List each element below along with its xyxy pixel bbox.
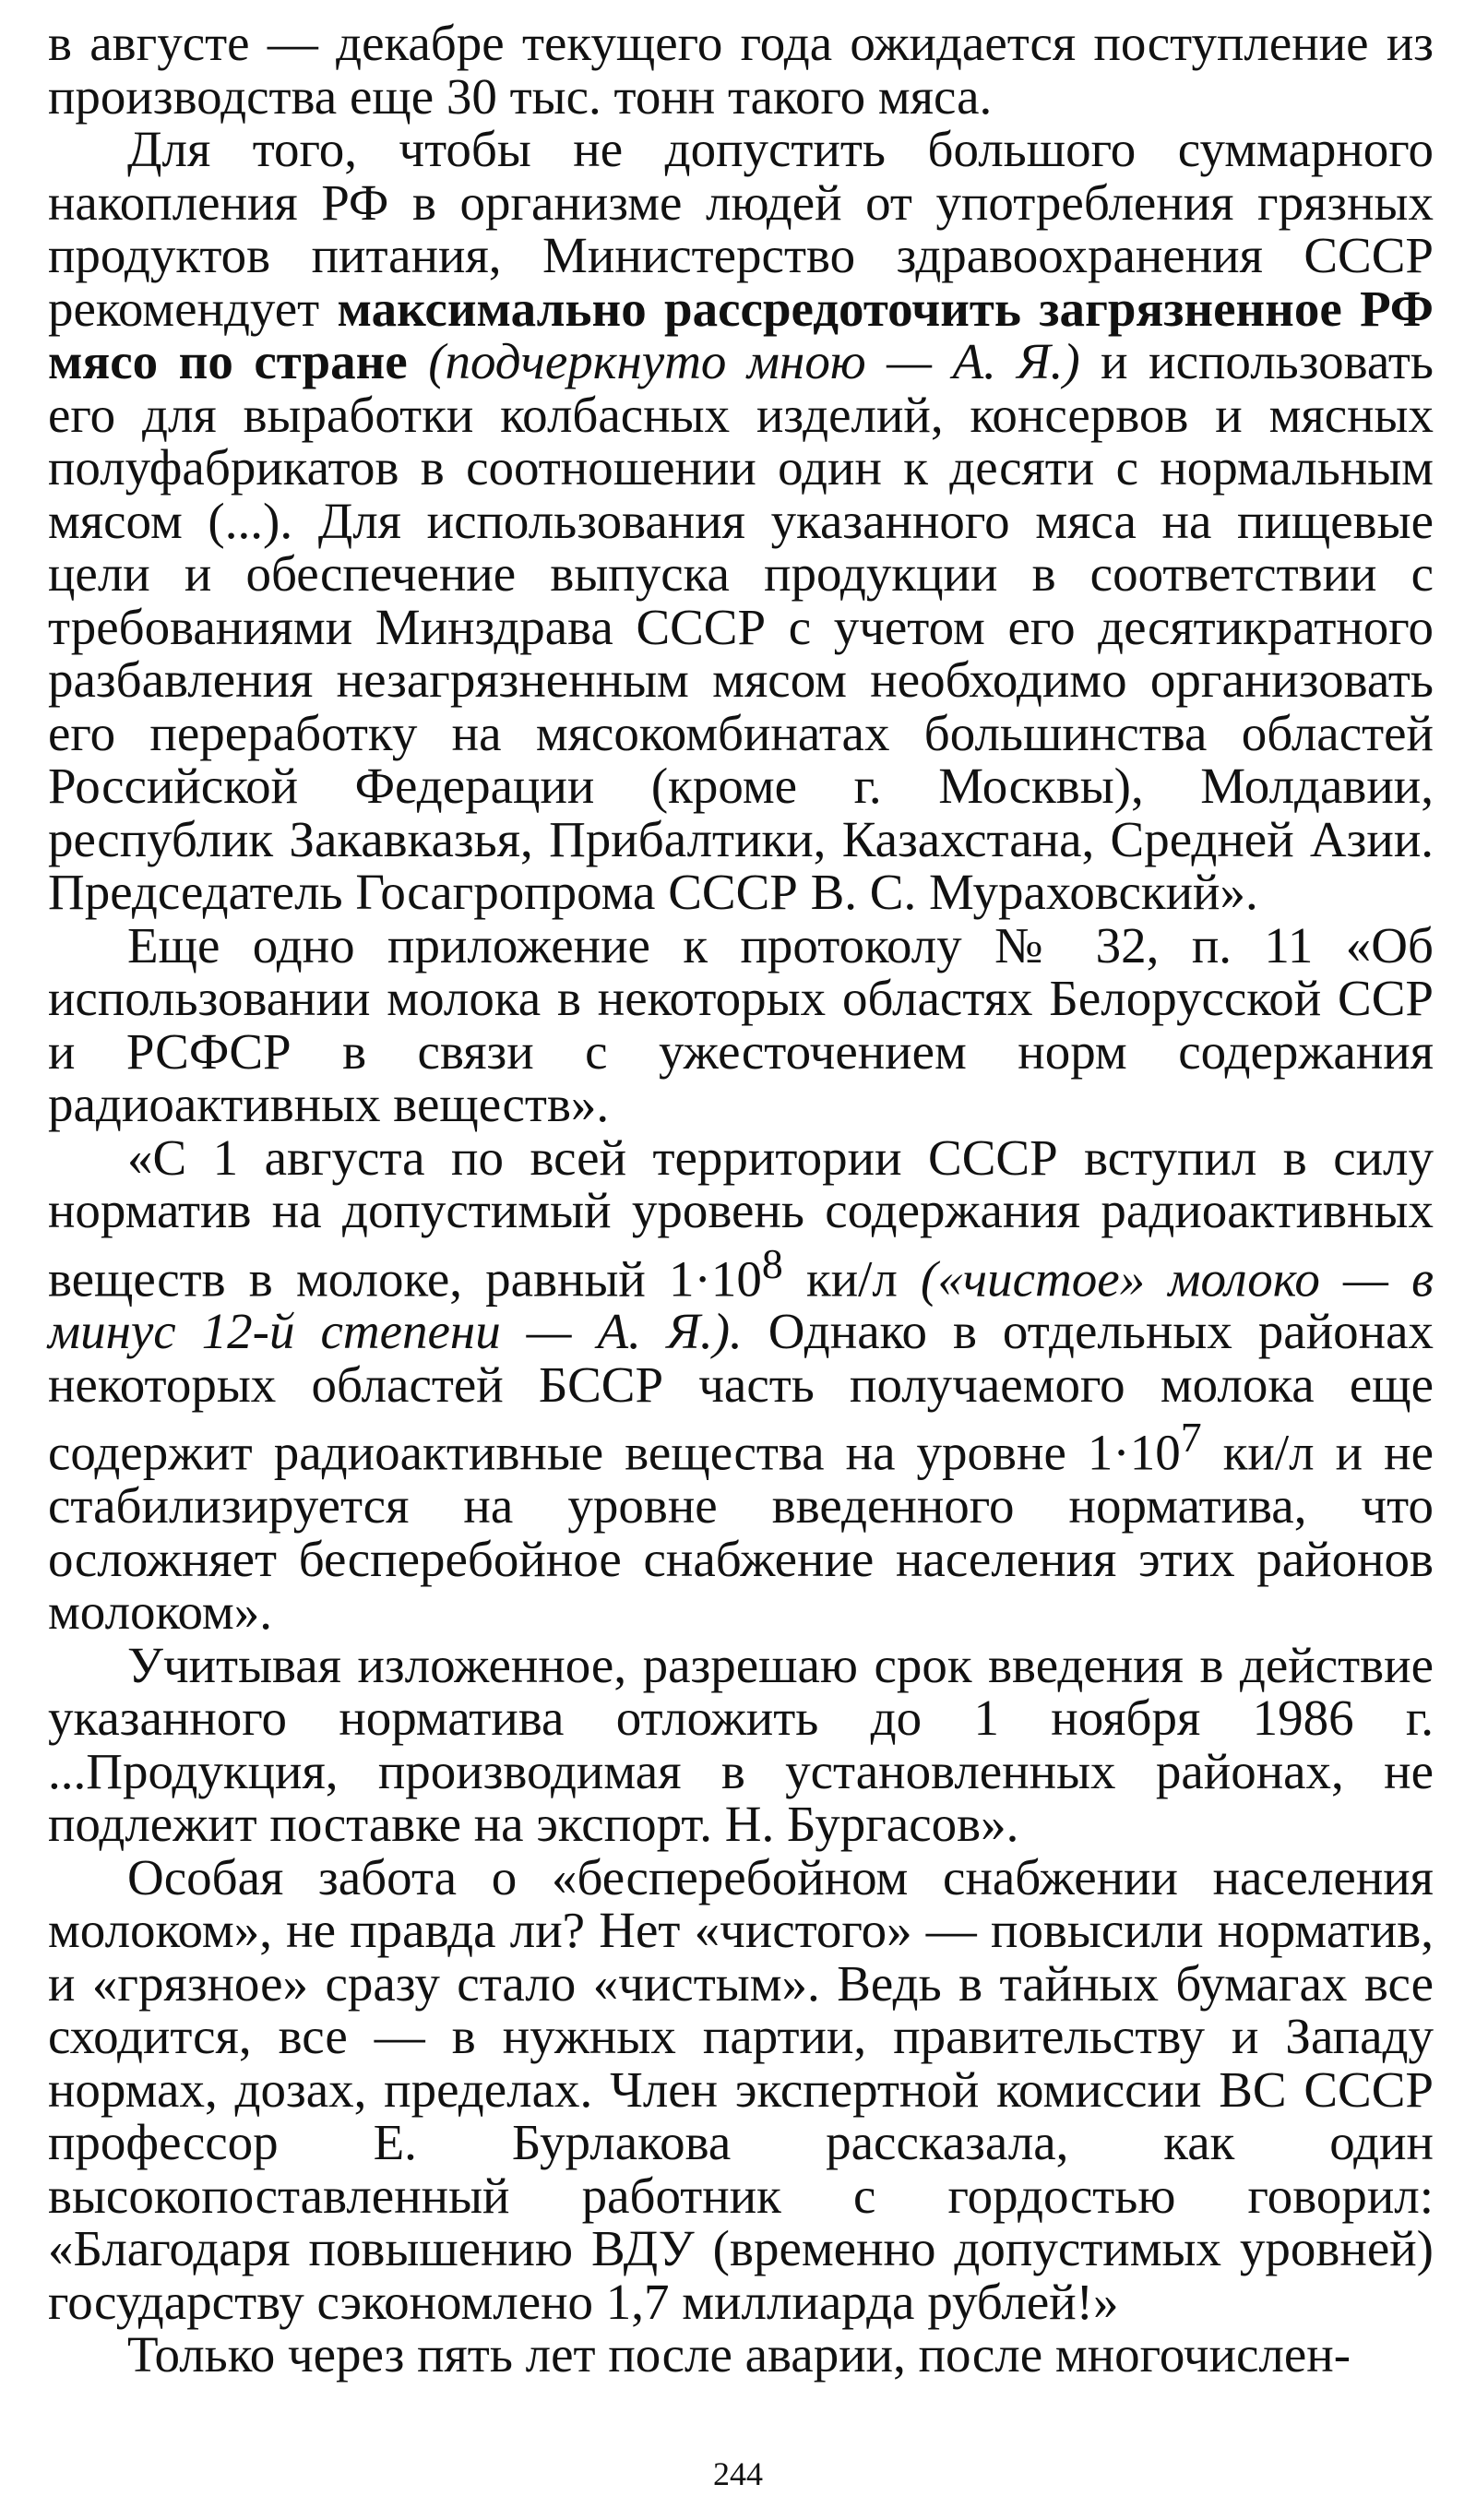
paragraph-4-text-d: ки/л и не стабилизируется на уровне введенного норматива, что осложняет бесперебойное снабжение населения этих районов молоком». [48, 1424, 1434, 1641]
paragraph-4-italic-note: («чистое» молоко — в минус 12-й степени — А. Я.). [48, 1249, 1434, 1360]
paragraph-4-text-a: «С 1 августа по всей территории СССР вступил в силу норматив на допустимый уровень содержания радиоактивных веществ в молоке, равный 1·10 [48, 1129, 1434, 1307]
paragraph-2-text-b: и использовать его для выработки колбасных изделий, консервов и мясных полуфабрикатов в соотношении один к десяти с нормальным мясом (...). Для использования указанного мяса на пищевые цели и обеспечение выпуска продукции в соответствии с требованиями Минздрава СССР с учетом его десятикратного разбавления незагрязненным мясом необходимо организовать его переработку на мясокомбинатах большинства областей Российской Федерации (кроме г. Москвы), Молдавии, республик Закавказья, Прибалтики, Казахстана, Средней Азии. Председатель Госагропрома СССР В. С. Мураховский». [48, 333, 1434, 920]
paragraph-5: Учитывая изложенное, разрешаю срок введения в действие указанного норматива отложить до 1 ноября 1986 г. ...Продукция, производимая в установленных районах, не подлежит поставке на экспорт. Н. Бургасов». [48, 1636, 1434, 1853]
page-number: 244 [713, 2455, 763, 2492]
paragraph-7: Только через пять лет после аварии, после многочислен- [127, 2326, 1351, 2383]
paragraph-4-text-b: ки/л [782, 1249, 898, 1307]
paragraph-2-text-a: Для того, чтобы не допустить большого суммарного накопления РФ в организме людей от употребления грязных продуктов питания, Министерство здравоохранения СССР рекомендует [48, 121, 1434, 337]
paragraph-4-text-c: Однако в отдельных районах некоторых областей БССР часть получаемого молока еще содержит радиоактивные вещества на уровне 1·10 [48, 1303, 1434, 1481]
book-page-text [48, 17, 1434, 2382]
paragraph-3: Еще одно приложение к протоколу № 32, п. 11 «Об использовании молока в некоторых областях Белорусской ССР и РСФСР в связи с ужесточением норм содержания радиоактивных веществ». [48, 916, 1434, 1132]
paragraph-4-exponent-a: 8 [761, 1239, 783, 1287]
paragraph-6: Особая забота о «бесперебойном снабжении населения молоком», не правда ли? Нет «чистого» — повысили норматив, и «грязное» сразу стало «чистым». Ведь в тайных бумагах все сходится, все — в нужных партии, правительству и Западу нормах, дозах, пределах. Член экспертной комиссии ВС СССР профессор Е. Бурлакова рассказала, как один высокопоставленный работник с гордостью говорил: «Благодаря повышению ВДУ (временно допустимых уровней) государству сэкономлено 1,7 миллиарда рублей!» [48, 1848, 1434, 2330]
paragraph-2 [48, 123, 1434, 919]
paragraph-1: в августе — декабре текущего года ожидается поступление из производства еще 30 тыс. тонн такого мяса. [48, 15, 1434, 125]
paragraph-4-exponent-b: 7 [1180, 1414, 1202, 1462]
paragraph-4 [48, 1131, 1434, 1639]
paragraph-2-bold-emphasis: максимально рассредоточить загрязненное РФ мясо по стране [48, 280, 1434, 389]
paragraph-2-italic-note: (подчеркнуто мною — А. Я.) [407, 333, 1080, 389]
